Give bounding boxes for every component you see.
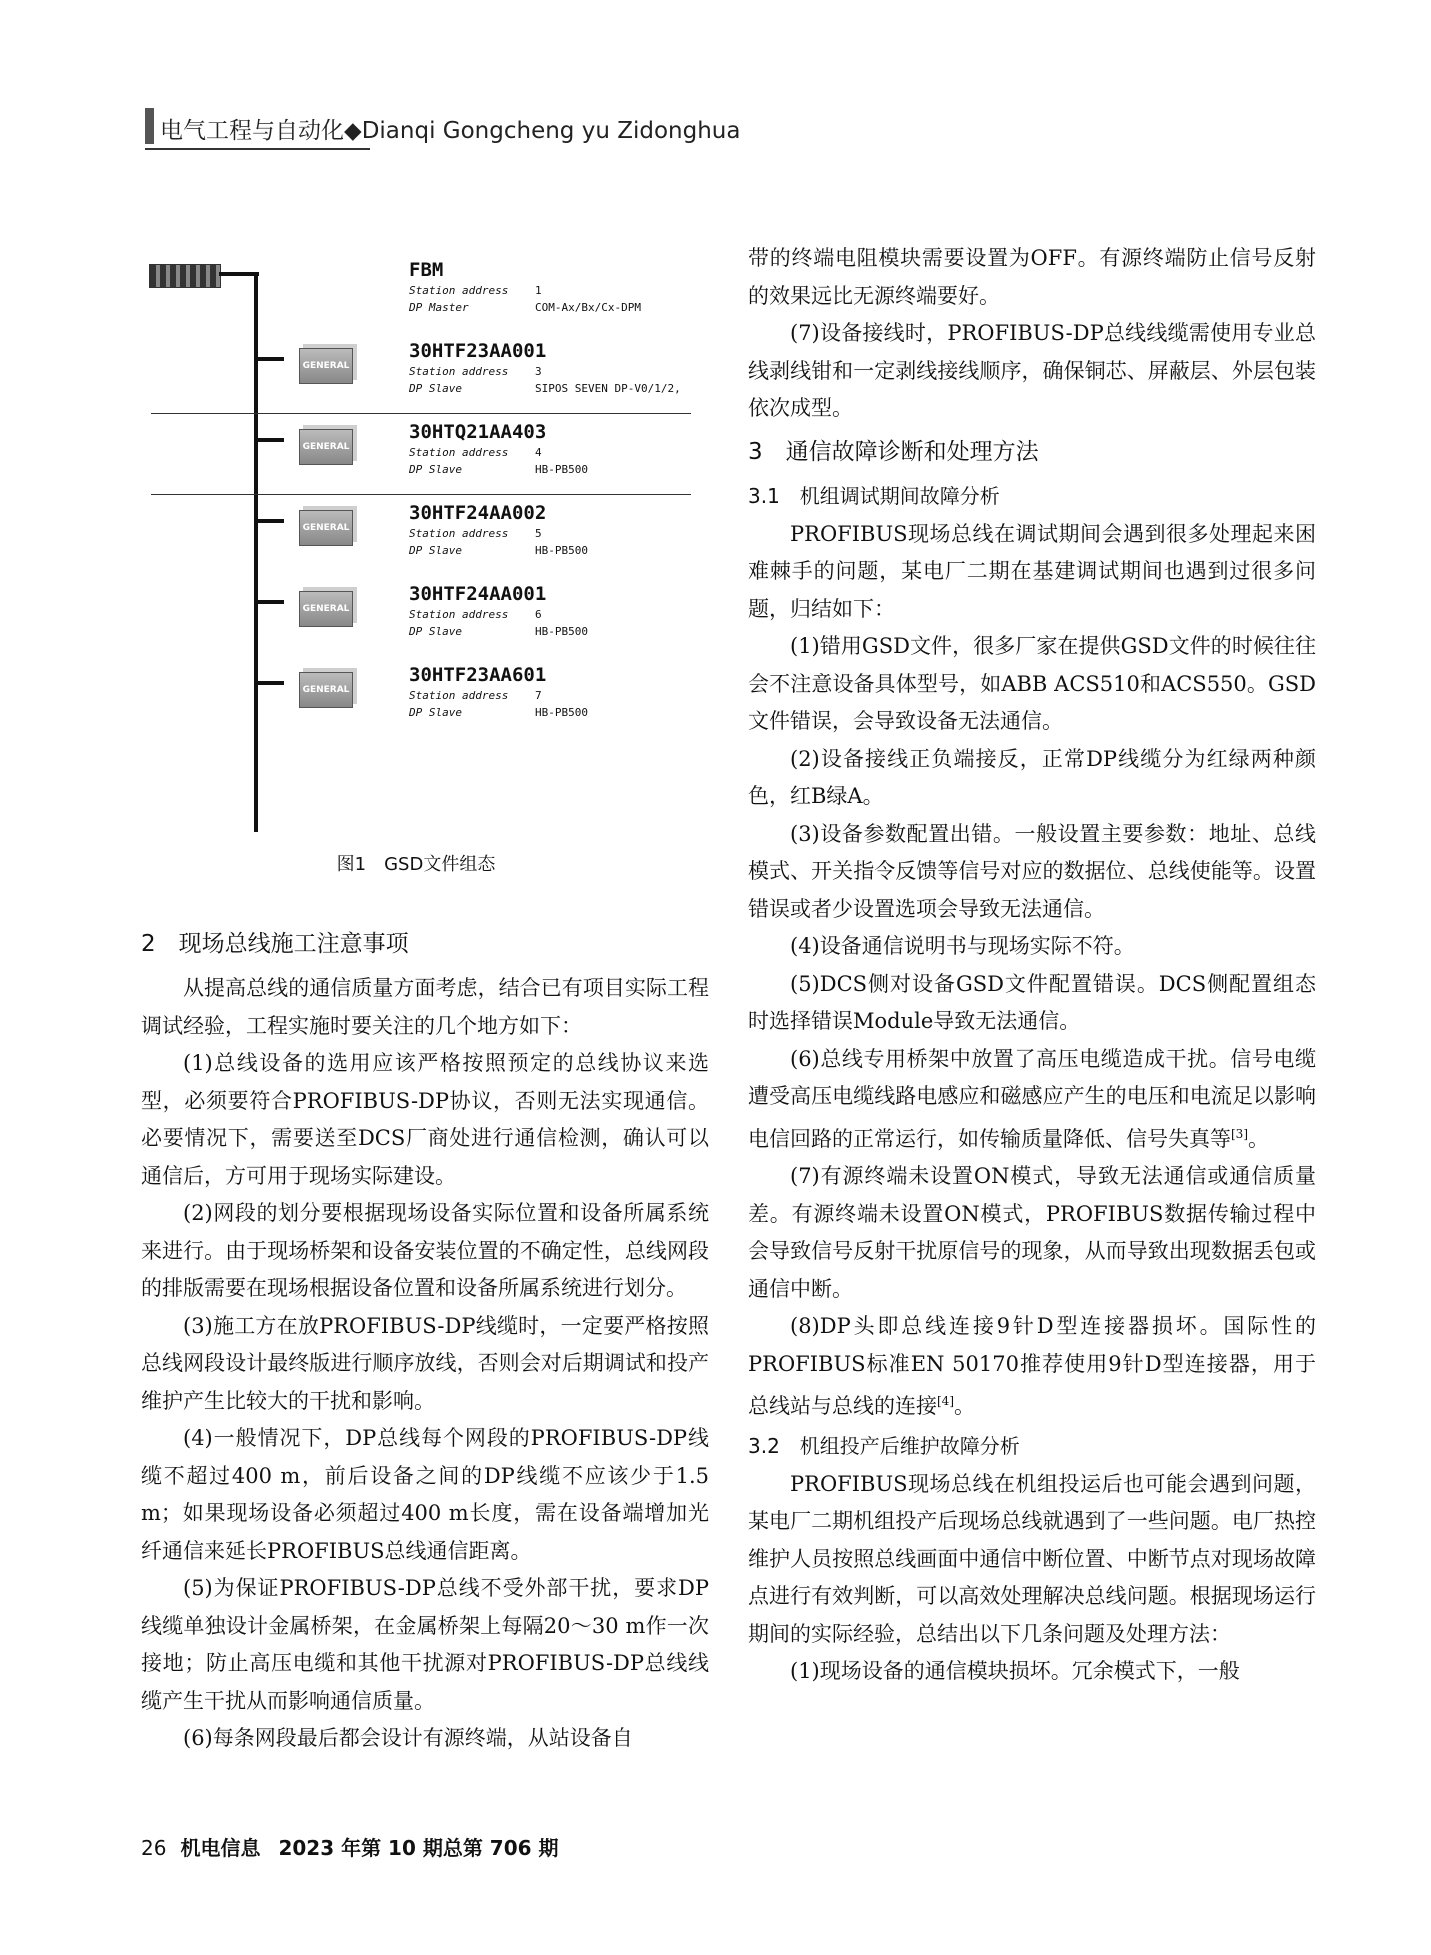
- journal-cn: 电气工程与自动化: [160, 118, 344, 144]
- paragraph: (5)DCS侧对设备GSD文件配置错误。DCS侧配置组态时选择错误Module导致无法通信。: [748, 971, 1316, 1033]
- master-device-icon: [149, 264, 221, 288]
- device-address-row: Station address 7: [409, 689, 542, 702]
- right-column: [748, 240, 1316, 1691]
- bus-tap: [254, 438, 284, 442]
- paragraph: (3)设备参数配置出错。一般设置主要参数：地址、总线模式、开关指令反馈等信号对应的数据位、总线使能等。设置错误或者少设置选项会导致无法通信。: [748, 821, 1316, 921]
- divider-line: [151, 494, 691, 495]
- device-type-row: DP Slave HB-PB500: [409, 625, 588, 638]
- general-slave-icon: GENERAL: [299, 510, 353, 546]
- paragraph: (1)总线设备的选用应该严格按照预定的总线协议来选型，必须要符合PROFIBUS-DP协议，否则无法实现通信。必要情况下，需要送至DCS厂商处进行通信检测，确认可以通信后，方可用于现场实际建设。: [141, 1051, 709, 1188]
- device-address-row: Station address 5: [409, 527, 542, 540]
- citation-ref: [4]: [937, 1394, 954, 1408]
- paragraph: (3)施工方在放PROFIBUS-DP线缆时，一定要严格按照总线网段设计最终版进行顺序放线，否则会对后期调试和投产维护产生比较大的干扰和影响。: [141, 1313, 709, 1413]
- general-slave-icon: GENERAL: [299, 348, 353, 384]
- paragraph: (2)网段的划分要根据现场设备实际位置和设备所属系统来进行。由于现场桥架和设备安装位置的不确定性，总线网段的排版需要在现场根据设备位置和设备所属系统进行划分。: [141, 1201, 709, 1300]
- device-address-row: Station address 6: [409, 608, 542, 621]
- general-slave-icon: GENERAL: [299, 672, 353, 708]
- device-block: [409, 420, 699, 478]
- device-block: [409, 339, 699, 397]
- bus-tap: [254, 519, 284, 523]
- paragraph: (5)为保证PROFIBUS-DP总线不受外部干扰，要求DP线缆单独设计金属桥架，在金属桥架上每隔20～30 m作一次接地；防止高压电缆和其他干扰源对PROFIBUS-DP总线线缆产生干扰从而影响通信质量。: [141, 1576, 709, 1713]
- device-block: [409, 501, 699, 559]
- paragraph: (1)现场设备的通信模块损坏。冗余模式下，一般: [790, 1659, 1240, 1683]
- bus-tap: [254, 600, 284, 604]
- device-type-row: DP Master COM-Ax/Bx/Cx-DPM: [409, 301, 641, 314]
- device-type-row: DP Slave HB-PB500: [409, 544, 588, 557]
- device-block: [409, 582, 699, 640]
- device-type-row: DP Slave HB-PB500: [409, 463, 588, 476]
- bus-tap: [219, 272, 259, 276]
- paragraph: 带的终端电阻模块需要设置为OFF。有源终端防止信号反射的效果远比无源终端要好。: [748, 246, 1316, 308]
- device-block: [409, 663, 699, 721]
- paragraph: (4)设备通信说明书与现场实际不符。: [790, 934, 1135, 958]
- device-name: FBM: [409, 259, 444, 281]
- device-name: 30HTF24AA002: [409, 502, 547, 524]
- device-address-row: Station address 4: [409, 446, 542, 459]
- page-number: 26: [141, 1836, 167, 1860]
- device-name: 30HTF23AA601: [409, 664, 547, 686]
- footer-journal: 机电信息: [180, 1836, 261, 1860]
- paragraph: (1)错用GSD文件，很多厂家在提供GSD文件的时候往往会不注意设备具体型号，如ABB ACS510和ACS550。GSD文件错误，会导致设备无法通信。: [748, 634, 1316, 733]
- figure-gsd-config: [141, 240, 691, 836]
- paragraph: PROFIBUS现场总线在机组投运后也可能会遇到问题，某电厂二期机组投产后现场总线就遇到了一些问题。电厂热控维护人员按照总线画面中通信中断位置、中断节点对现场故障点进行有效判断，可以高效处理解决总线问题。根据现场运行期间的实际经验，总结出以下几条问题及处理方法：: [748, 1471, 1316, 1646]
- footer-issue: 2023 年第 10 期总第 706 期: [278, 1836, 559, 1860]
- citation-ref: [3]: [1231, 1126, 1248, 1141]
- page-footer: [141, 1832, 559, 1861]
- journal-pinyin: Dianqi Gongcheng yu Zidonghua: [361, 118, 741, 144]
- left-column: [141, 920, 709, 1758]
- header-bar: [145, 108, 154, 144]
- header-separator: ◆: [344, 118, 362, 144]
- divider-line: [151, 413, 691, 414]
- journal-header: [160, 112, 740, 145]
- paragraph: (2)设备接线正负端接反，正常DP线缆分为红绿两种颜色，红B绿A。: [748, 746, 1316, 808]
- paragraph: (7)有源终端未设置ON模式，导致无法通信或通信质量差。有源终端未设置ON模式，PROFIBUS数据传输过程中会导致信号反射干扰原信号的现象，从而导致出现数据丢包或通信中断。: [748, 1164, 1316, 1301]
- device-name: 30HTQ21AA403: [409, 421, 547, 443]
- header-rule: [145, 148, 370, 150]
- section-heading: 3 通信故障诊断和处理方法: [748, 438, 1039, 465]
- paragraph: (6)总线专用桥架中放置了高压电缆造成干扰。信号电缆遭受高压电缆线路电感应和磁感应产生的电压和电流足以影响电信回路的正常运行，如传输质量降低、信号失真等[3]。: [748, 1046, 1316, 1151]
- device-address-row: Station address 3: [409, 365, 542, 378]
- paragraph: (4)一般情况下，DP总线每个网段的PROFIBUS-DP线缆不超过400 m，前后设备之间的DP线缆不应该少于1.5 m；如果现场设备必须超过400 m长度，需在设备端增加光纤通信来延长PROFIBUS总线通信距离。: [141, 1426, 709, 1563]
- general-slave-icon: GENERAL: [299, 591, 353, 627]
- device-type-row: DP Slave SIPOS SEVEN DP-V0/1/2,: [409, 382, 681, 395]
- bus-tap: [254, 681, 284, 685]
- device-type-row: DP Slave HB-PB500: [409, 706, 588, 719]
- paragraph: 从提高总线的通信质量方面考虑，结合已有项目实际工程调试经验，工程实施时要关注的几个地方如下：: [141, 976, 709, 1038]
- paragraph: (8)DP头即总线连接9针D型连接器损坏。国际性的PROFIBUS标准EN 50170推荐使用9针D型连接器，用于总线站与总线的连接[4]。: [748, 1314, 1316, 1418]
- paragraph: (7)设备接线时，PROFIBUS-DP总线线缆需使用专业总线剥线钳和一定剥线接线顺序，确保铜芯、屏蔽层、外层包装依次成型。: [748, 321, 1316, 420]
- device-address-row: Station address 1: [409, 284, 542, 297]
- subsection-heading: 3.2 机组投产后维护故障分析: [748, 1433, 1020, 1458]
- paragraph: (6)每条网段最后都会设计有源终端，从站设备自: [183, 1726, 633, 1750]
- device-name: 30HTF23AA001: [409, 340, 547, 362]
- figure-caption: 图1 GSD文件组态: [336, 854, 496, 875]
- paragraph: PROFIBUS现场总线在调试期间会遇到很多处理起来困难棘手的问题，某电厂二期在基建调试期间也遇到过很多问题，归结如下：: [748, 521, 1316, 621]
- subsection-heading: 3.1 机组调试期间故障分析: [748, 483, 1000, 508]
- general-slave-icon: GENERAL: [299, 429, 353, 465]
- device-block: [409, 258, 699, 316]
- section-heading: 2 现场总线施工注意事项: [141, 931, 409, 957]
- device-name: 30HTF24AA001: [409, 583, 547, 605]
- bus-tap: [254, 357, 284, 361]
